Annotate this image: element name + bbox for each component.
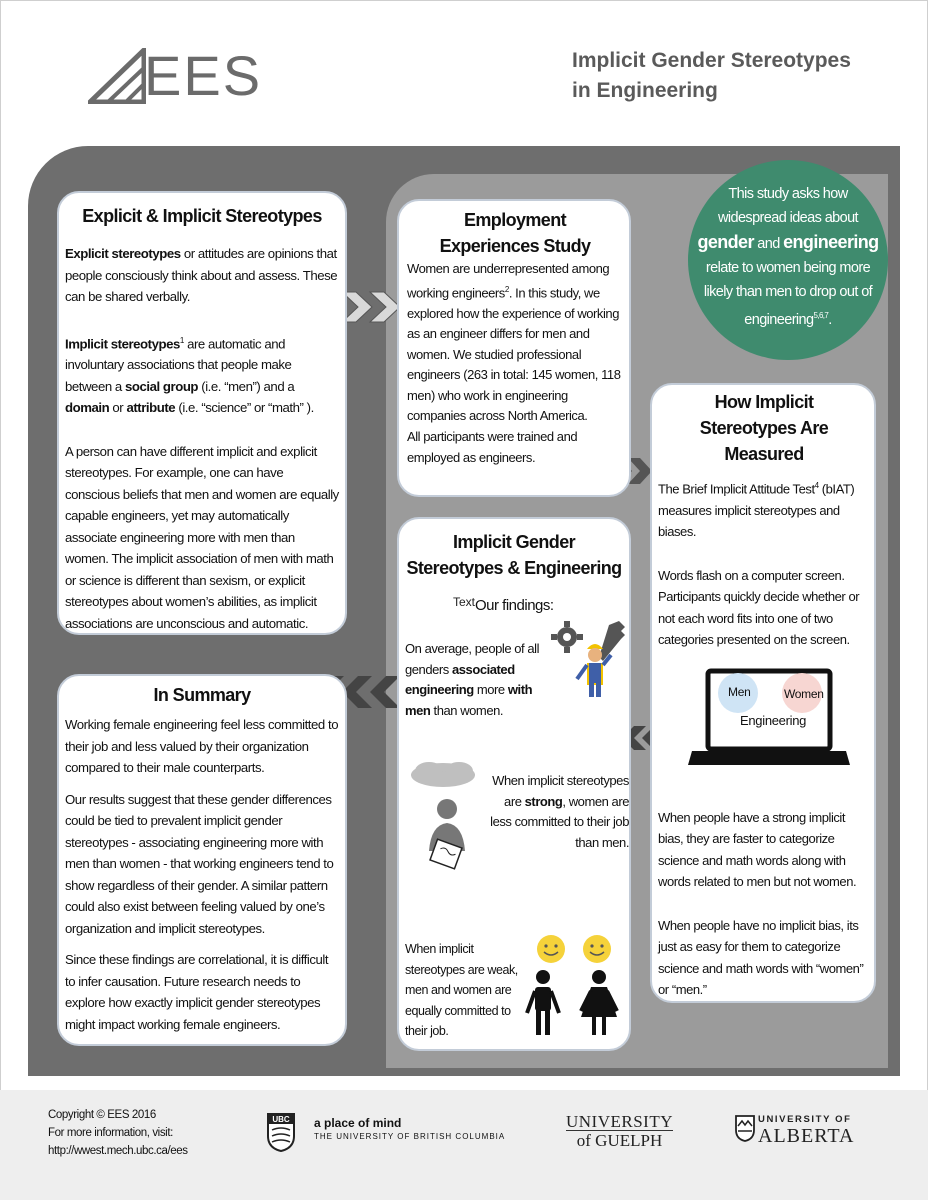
finding-2 [483,771,629,853]
explicit-term: Explicit stereotypes [65,246,181,261]
employment-text [407,259,623,468]
happy-man-woman-icon [521,933,631,1039]
findings-subtitle: Our findings: [475,597,554,614]
circle-sup: 5,6,7 [813,311,829,320]
finding-2-a: When implicit stereotypes are [492,773,629,809]
strong-bias-paragraph: When people have a strong implicit bias, they are faster to categorize science and math words along with words related to men but not women. [658,809,857,890]
circle-line-6 [696,304,880,332]
implicit-paragraph [65,330,339,419]
study-question-circle [688,160,888,360]
laptop-engineering-label: Engineering [740,712,807,728]
implicit-text-g: (i.e. “science” or “math” ). [175,400,314,416]
implicit-text-c: (i.e. “men”) and a [198,378,295,394]
summary-paragraph-2: Our results suggest that these gender differences could be tied to prevalent implicit gender stereotypes - associating engineering more with men than women - that working engineers tend to show regardless of their gender. A similar pattern could also exist between feeling valued by one’s organization and implicit stereotypes. [65,791,334,936]
biat-text-a: The Brief Implicit Attitude Test [658,481,815,497]
guelph-line-2: of GUELPH [576,1131,663,1150]
measurement-title-2: Stereotypes Are Measured [699,418,829,464]
circle-line-5: likely than men to drop out of [703,284,873,300]
words-flash-paragraph: Words flash on a computer screen. Participants quickly decide whether or not each word fits into one of two categories presented on the screen. [658,567,860,648]
circle-line-3 [696,230,880,256]
biat-text-b: (bIAT) measures implicit stereotypes and biases. [658,481,855,540]
implicit-text-e: or [109,400,127,416]
employment-text-b: . In this study, we explored how the experience of working as an engineer differs for men and women. We studied professional engineers (263 in total: 145 women, 118 men) who work in engineering companies across North America. [407,284,621,424]
employment-sup: 2 [504,284,509,294]
implicit-text-a: are automatic and involuntary associations that people make between a [65,335,292,394]
explicit-paragraph [65,243,339,308]
findings-title-1: Implicit Gender [452,532,576,552]
explicit-implicit-card [57,191,347,635]
alberta-wordmark [758,1114,854,1147]
employment-title-2: Experiences Study [439,236,591,256]
different-stereotypes-paragraph: A person can have different implicit and explicit stereotypes. For example, one can have conscious beliefs that men and women are equally capable engineers, yet may automatically associate engineering more with men than women. The implicit association of men with math or science is different than sexism, or explicit stereotypes about women’s abilities, as implicit associations are unconscious and automatic. [65,443,339,631]
circle-line-6-end: . [828,311,832,328]
employment-text-c: All participants were trained and employed as engineers. [407,429,578,465]
stray-text-label: Text [453,595,476,609]
attribute-term: attribute [126,400,176,416]
alberta-line-1: UNIVERSITY OF [758,1114,852,1125]
explicit-implicit-title: Explicit & Implicit Stereotypes [82,206,322,226]
finding-2-c: , women are less committed to their job than men. [490,793,629,850]
finding-1-a: On average, people of all genders [405,641,540,677]
circle-line-4: relate to women being more [705,260,871,276]
finding-3: When implicit stereotypes are weak, men and women are equally committed to their job. [405,942,518,1038]
no-bias-paragraph: When people have no implicit bias, its just as easy for them to categorize science and math words with “women” or “men.” [658,917,864,998]
more-info-line: For more information, visit: [48,1127,173,1139]
circle-line-2: widespread ideas about [718,210,858,226]
copyright-line: Copyright © EES 2016 [48,1109,156,1121]
explicit-definition: or attitudes are opinions that people consciously think about and assess. These can be shared verbally. [65,246,338,304]
circle-line-1: This study asks how [728,186,848,202]
summary-paragraph-1: Working female engineering feel less committed to their job and less valued by their organization compared to their male counterparts. [65,717,339,775]
ees-logo [88,44,263,107]
domain-term: domain [65,400,110,416]
finding-1 [405,639,545,721]
circle-line-6-text: engineering [744,311,814,328]
finding-1-b: associated engineering [405,661,515,697]
social-group-term: social group [125,378,199,394]
ubc-crest-icon [266,1112,296,1152]
circle-gender: gender [697,232,754,252]
employment-title [407,207,623,259]
measurement-title [658,389,870,467]
circle-and: and [753,236,784,252]
page-title [572,46,902,106]
circle-engineering: engineering [783,232,879,252]
biat-paragraph [658,475,870,543]
laptop-women-label: Women [784,686,824,701]
title-line-2: in Engineering [572,79,718,102]
employment-study-card [397,199,631,497]
laptop-illustration [658,651,870,841]
findings-title-2: Stereotypes & Engineering [406,558,622,578]
summary-card [57,674,347,1046]
measurement-card [650,383,876,1003]
alberta-crest-icon [734,1114,756,1142]
employment-title-1: Employment [463,210,567,230]
findings-title [405,529,623,581]
biat-sup: 4 [814,481,819,490]
logo-text: EES [144,44,263,107]
guelph-wordmark [566,1113,673,1151]
laptop-men-label: Men [728,684,751,699]
engineer-gear-wrench-icon [551,619,629,699]
measurement-title-1: How Implicit [714,392,814,412]
implicit-term: Implicit stereotypes [65,335,180,351]
summary-paragraph-3: Since these findings are correlational, it is difficult to infer causation. Future research needs to explore how exactly implicit gender stereotypes might impact working female engineers. [65,952,329,1032]
summary-title: In Summary [153,685,251,705]
finding-1-d: with men [405,682,533,718]
ubc-wordmark [314,1116,505,1141]
implicit-sup: 1 [179,335,184,345]
title-line-1: Implicit Gender Stereotypes [572,49,851,72]
alberta-line-2: ALBERTA [758,1125,855,1147]
ubc-line-1: a place of mind [314,1116,402,1130]
finding-2-b: strong [524,793,563,809]
employment-text-a: Women are underrepresented among working engineers [407,261,610,300]
finding-1-e: than women. [430,702,504,718]
guelph-line-1: UNIVERSITY [566,1112,673,1131]
footer-copyright [48,1106,188,1160]
finding-1-c: more [473,682,508,697]
ubc-crest-text: UBC [272,1115,290,1124]
worried-person-icon [409,761,493,879]
website-link[interactable]: http://wwest.mech.ubc.ca/ees [48,1145,188,1157]
ees-triangle-icon [88,48,146,104]
findings-card [397,517,631,1051]
ubc-line-2: THE UNIVERSITY OF BRITISH COLUMBIA [314,1132,506,1141]
